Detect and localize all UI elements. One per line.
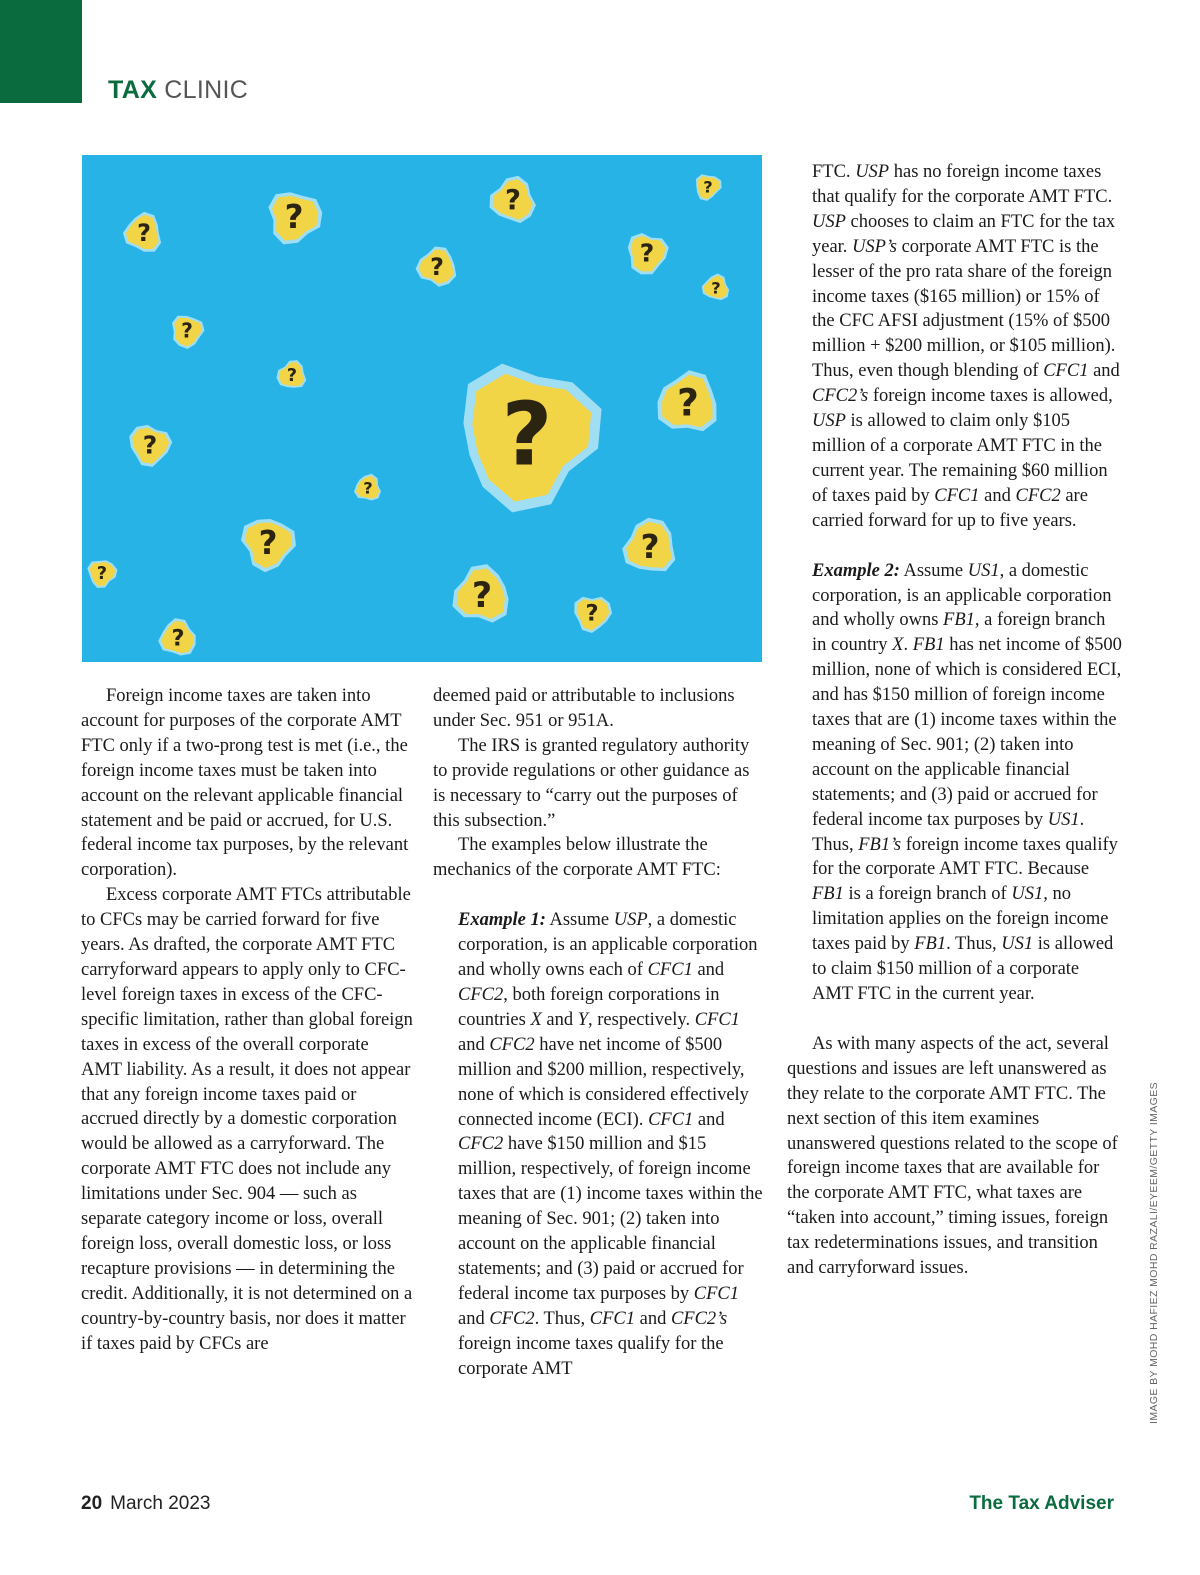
question-mark-glyph: ? [286,365,298,386]
question-mark-glyph: ? [142,430,158,460]
question-mark-glyph: ? [711,278,721,298]
question-mark-glyph: ? [137,218,151,247]
publication-name: The Tax Adviser [969,1493,1114,1514]
question-mark-glyph: ? [505,184,521,217]
section-header-bold: TAX [108,76,158,104]
feature-photo [82,155,762,662]
question-mark-glyph: ? [258,523,278,562]
paragraph: The IRS is granted regulatory authority to provide regulations or other guidance as is necessary to “carry out the purposes of this subsection.” [433,735,750,831]
example-1-continued: FTC. USP has no foreign income taxes that qualify for the corporate AMT FTC. USP chooses to claim an FTC for the tax year. USP’s corporate AMT FTC is the lesser of the pro rata share of the foreign income taxes ($165 million) or 15% of the CFC AFSI adjustment (15% of $500 million + $200 million, or $105 million). Thus, even though blending of CFC1 and CFC2’s foreign income taxes is allowed, USP is allowed to claim only $105 million of a corporate AMT FTC in the current year. The remaining $60 million of taxes paid by CFC1 and CFC2 are carried forward for up to five years. [812,162,1120,531]
question-mark-glyph: ? [703,177,713,197]
example-label: Example 2: [812,560,900,581]
question-mark-glyph: ? [640,527,660,566]
paragraph: As with many aspects of the act, several questions and issues are left unanswered as they relate to the corporate AMT FTC. The next section of this item examines unanswered questions related to the scope of foreign income taxes that are available for the corporate AMT FTC, what taxes are “taken into account,” timing issues, foreign tax redeterminations issues, and transition and carryforward issues. [787,1033,1118,1279]
text-column-1 [81,684,413,1356]
page-number: 20 [81,1493,103,1514]
footer-page-info [81,1493,210,1515]
text-column-3 [787,160,1122,1281]
question-mark-glyph: ? [96,563,108,584]
paragraph: The examples below illustrate the mechanics of the corporate AMT FTC: [433,835,721,881]
example-label: Example 1: [458,910,546,931]
text-column-2 [433,684,765,1381]
question-mark-glyph: ? [585,600,599,627]
question-marks-illustration [82,155,762,662]
question-mark-glyph: ? [430,252,444,281]
question-mark-glyph: ? [639,238,655,268]
question-mark-glyph: ? [171,625,185,652]
example-2: Example 2: Assume US1, a domestic corporation, is an applicable corporation and wholly owns FB1, a foreign branch in country X. FB1 has net income of $500 million, none of which is considered ECI, and has $150 million of foreign income taxes that are (1) income taxes within the meaning of Sec. 901; (2) taken into account on the applicable financial statements; and (3) paid or accrued for federal income tax purposes by US1. Thus, FB1’s foreign income taxes qualify for the corporate AMT FTC. Because FB1 is a foreign branch of US1, no limitation applies on the foreign income taxes paid by FB1. Thus, US1 is allowed to claim $150 million of a corporate AMT FTC in the current year. [812,560,1122,1004]
section-header-rest: CLINIC [164,76,249,104]
question-mark-glyph: ? [677,380,699,425]
section-header [108,76,248,105]
brand-color-block [0,0,82,103]
issue-date: March 2023 [110,1493,211,1514]
question-mark-glyph: ? [471,575,493,616]
example-1: Example 1: Assume USP, a domestic corporation, is an applicable corporation and wholly owns each of CFC1 and CFC2, both foreign corporations in countries X and Y, respectively. CFC1 and CFC2 have net income of $500 million and $200 million, respectively, none of which is considered effectively connected income (ECI). CFC1 and CFC2 have $150 million and $15 million, respectively, of foreign income taxes that are (1) income taxes within the meaning of Sec. 901; (2) taken into account on the applicable financial statements; and (3) paid or accrued for federal income tax purposes by CFC1 and CFC2. Thus, CFC1 and CFC2’s foreign income taxes qualify for the corporate AMT [458,910,763,1379]
paragraph: Foreign income taxes are taken into account for purposes of the corporate AMT FTC only if a two-prong test is met (i.e., the foreign income taxes must be taken into account on the relevant applicable financial statement and be paid or accrued, for U.S. federal income tax purposes, by the relevant corporation). [81,686,409,881]
question-mark-glyph: ? [501,383,553,486]
question-mark-glyph: ? [181,318,193,343]
question-mark-glyph: ? [284,197,304,236]
question-mark-glyph: ? [363,478,373,498]
paragraph: Excess corporate AMT FTCs attributable to CFCs may be carried forward for five years. As drafted, the corporate AMT FTC carryforward appears to apply only to CFC-level foreign taxes in excess of the CFC-specific limitation, rather than global foreign taxes in excess of the overall corporate AMT liability. As a result, it does not appear that any foreign income taxes paid or accrued directly by a domestic corporation would be allowed as a carryforward. The corporate AMT FTC does not include any limitations under Sec. 904 — such as separate category income or loss, overall foreign loss, overall domestic loss, or loss recapture provisions — in determining the credit. Additionally, it is not determined on a country-by-country basis, nor does it matter if taxes paid by CFCs are [81,885,413,1354]
paragraph: deemed paid or attributable to inclusions under Sec. 951 or 951A. [433,686,735,731]
photo-credit: IMAGE BY MOHD HAFIEZ MOHD RAZALI/EYEEM/GETTY IMAGES [1148,1081,1160,1424]
